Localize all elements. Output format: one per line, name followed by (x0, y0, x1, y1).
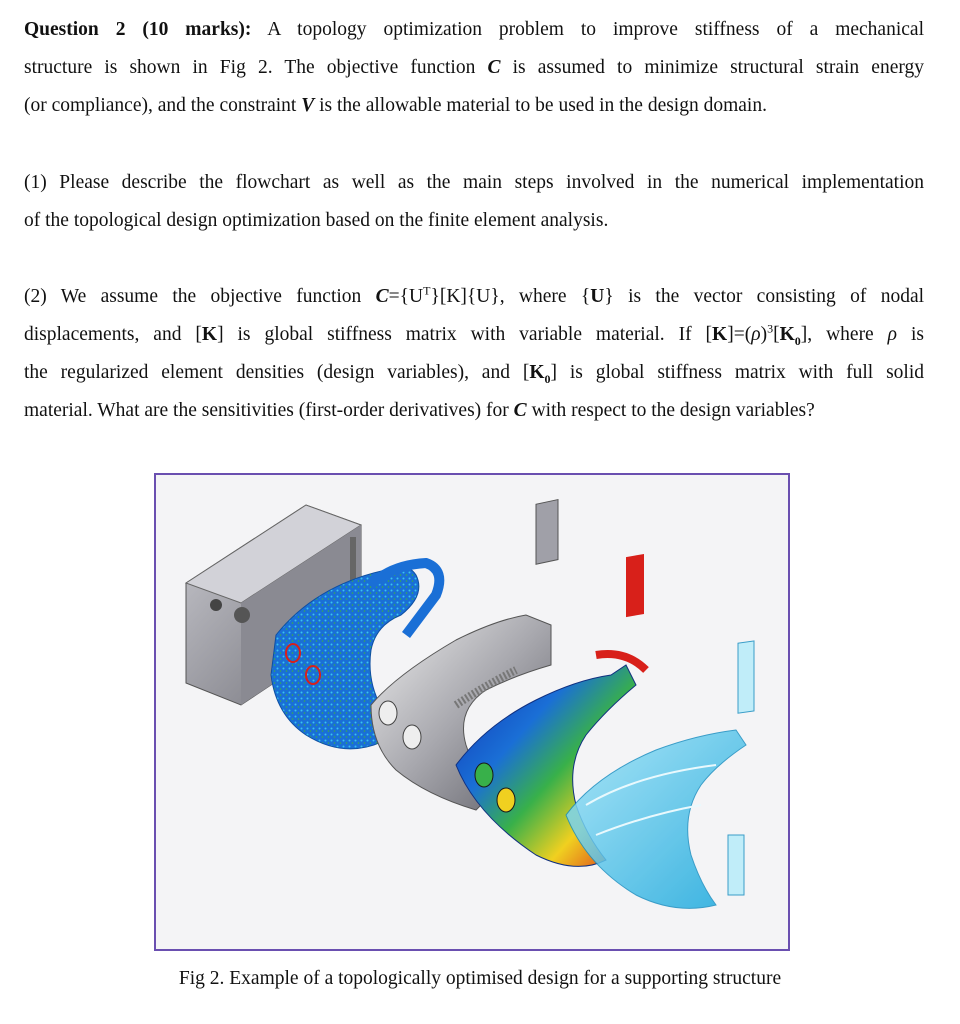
part2-line-4: material. What are the sensitivities (first-order derivatives) for C with respect to the design variables? (24, 400, 815, 421)
part2-line-1: (2) We assume the objective function $C=\{U^T\}[K]\{U\}$, where {U} is the vector consisting of nodal (24, 283, 925, 307)
part2-paragraph (24, 278, 924, 430)
part2-line-2: displacements, and [K] is global stiffness matrix with variable material. If $[K]=(\rho)^3[K_0]$, where ρ is (24, 321, 925, 348)
part1-line-2: of the topological design optimization based on the finite element analysis. (24, 210, 609, 231)
figure-frame (154, 473, 790, 951)
part2-line-3: the regularized element densities (design variables), and $[K_0]$ is global stiffness matrix with full solid (24, 362, 924, 386)
question-intro (24, 11, 924, 125)
intro-line-3: (or compliance), and the constraint V is the allowable material to be used in the design domain. (24, 95, 767, 116)
intro-line-1: Question 2 (10 marks): A topology optimization problem to improve stiffness of a mechanical (24, 19, 924, 40)
question-title: Question 2 (10 marks): (24, 19, 252, 40)
part1-line-1: (1) Please describe the flowchart as well as the main steps involved in the numerical implementation (24, 172, 924, 193)
figure-caption: Fig 2. Example of a topologically optimised design for a supporting structure (178, 968, 782, 989)
topology-figure (156, 475, 788, 949)
part1-paragraph (24, 164, 924, 240)
intro-line-2: structure is shown in Fig 2. The objective function C is assumed to minimize structural strain energy (24, 57, 924, 78)
